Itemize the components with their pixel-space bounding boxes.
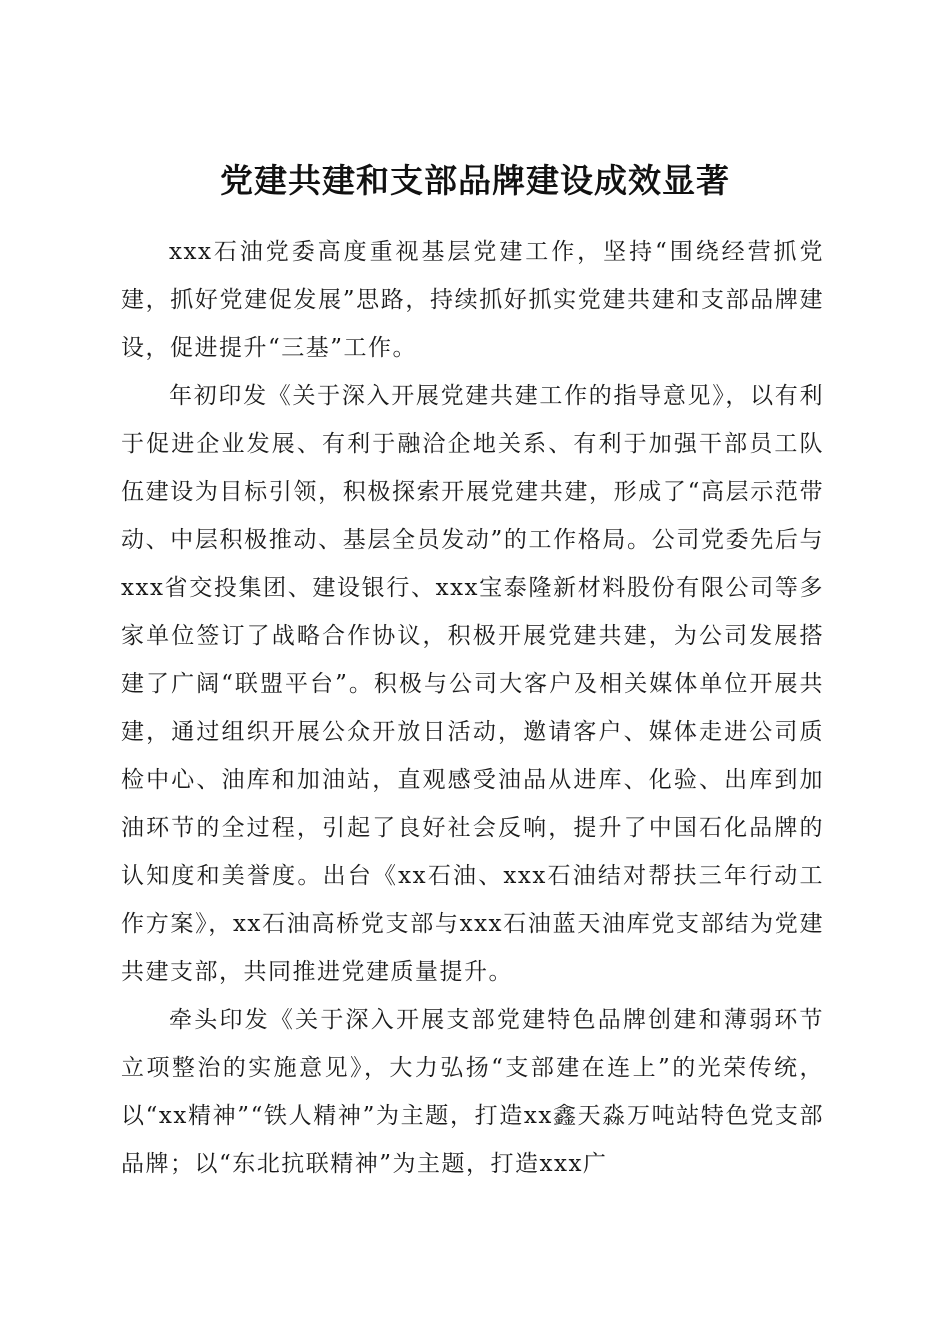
paragraph-party-building: 年初印发《关于深入开展党建共建工作的指导意见》，以有利于促进企业发展、有利于融洽企地关系、有利于加强干部员工队伍建设为目标引领，积极探索开展党建共建，形成了“高层示范带动、中层积极推动、基层全员发动”的工作格局。公司党委先后与xxx省交投集团、建设银行、xxx宝泰隆新材料股份有限公司等多家单位签订了战略合作协议，积极开展党建共建，为公司发展搭建了广阔“联盟平台”。积极与公司大客户及相关媒体单位开展共建，通过组织开展公众开放日活动，邀请客户、媒体走进公司质检中心、油库和加油站，直观感受油品从进库、化验、出库到加油环节的全过程，引起了良好社会反响，提升了中国石化品牌的认知度和美誉度。出台《xx石油、xxx石油结对帮扶三年行动工作方案》，xx石油高桥党支部与xxx石油蓝天油库党支部结为党建共建支部，共同推进党建质量提升。 (121, 383, 824, 985)
paragraph-branch-brand: 牵头印发《关于深入开展支部党建特色品牌创建和薄弱环节立项整治的实施意见》，大力弘扬“支部建在连上”的光荣传统，以“xx精神”“铁人精神”为主题，打造xx鑫天淼万吨站特色党支部品牌；以“东北抗联精神”为主题，打造xxx广 (121, 1007, 824, 1177)
document-title: 党建共建和支部品牌建设成效显著 (220, 161, 730, 201)
paragraph-intro: xxx石油党委高度重视基层党建工作，坚持“围绕经营抓党建，抓好党建促发展”思路，持续抓好抓实党建共建和支部品牌建设，促进提升“三基”工作。 (121, 239, 824, 361)
document-body (121, 228, 824, 1188)
